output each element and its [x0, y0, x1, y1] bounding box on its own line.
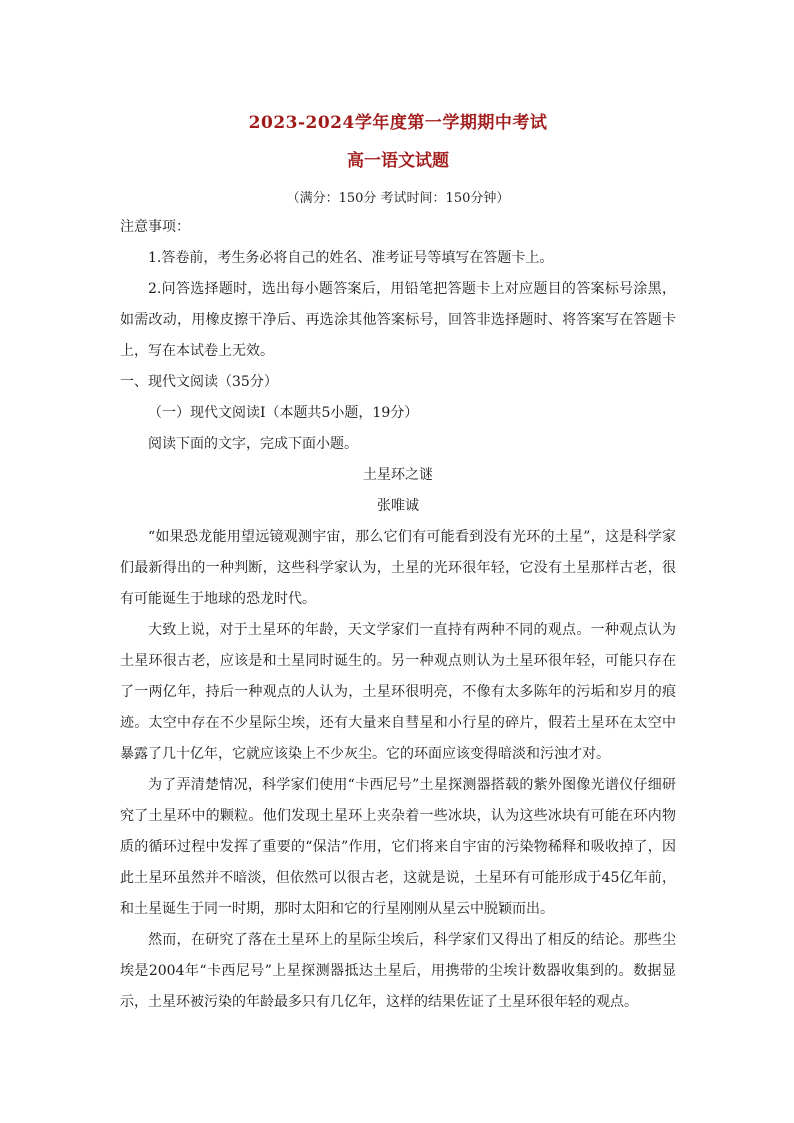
- article-author: 张唯诚: [377, 498, 419, 514]
- section-sub-heading: （一）现代文阅读Ⅰ（本题共5小题，19分）: [148, 405, 419, 421]
- article-paragraph-1: “如果恐龙能用望远镜观测宇宙，那么它们有可能看到没有光环的土星”，这是科学家们最新得出的一种判断，这些科学家认为，土星的光环很年轻，它没有土星那样古老，很有可能诞生于地球的恐龙时代。: [120, 529, 676, 607]
- notice-heading: 注意事项：: [120, 219, 190, 235]
- article-paragraph-3: 为了弄清楚情况，科学家们使用“卡西尼号”土星探测器搭载的紫外图像光谱仪仔细研究了土星环中的颗粒。他们发现土星环上夹杂着一些冰块，认为这些冰块有可能在环内物质的循环过程中发挥了重要的“保洁”作用，它们将来自宇宙的污染物稀释和吸收掉了，因此土星环虽然并不暗淡，但依然可以很古老，这就是说，土星环有可能形成于45亿年前，和土星诞生于同一时期，那时太阳和它的行星刚刚从星云中脱颖而出。: [120, 777, 676, 917]
- reading-instruction: 阅读下面的文字，完成下面小题。: [148, 436, 358, 452]
- article-paragraph-2: 大致上说，对于土星环的年龄，天文学家们一直持有两种不同的观点。一种观点认为土星环很古老，应该是和土星同时诞生的。另一种观点则认为土星环很年轻，可能只存在了一两亿年，持后一种观点的人认为，土星环很明亮，不像有太多陈年的污垢和岁月的痕迹。太空中存在不少星际尘埃，还有大量来自彗星和小行星的碎片，假若土星环在太空中暴露了几十亿年，它就应该染上不少灰尘。它的环面应该变得暗淡和污浊才对。: [120, 622, 676, 762]
- article-title: 土星环之谜: [363, 467, 433, 483]
- exam-info: （满分：150分 考试时间：150分钟）: [286, 191, 510, 206]
- notice-item-2: 2.问答选择题时，选出每小题答案后，用铅笔把答题卡上对应题目的答案标号涂黑，如需改动，用橡皮擦干净后、再选涂其他答案标号，回答非选择题时、将答案写在答题卡上，写在本试卷上无效。: [120, 281, 676, 359]
- article-paragraph-4: 然而，在研究了落在土星环上的星际尘埃后，科学家们又得出了相反的结论。那些尘埃是2004年“卡西尼号”上星探测器抵达土星后，用携带的尘埃计数器收集到的。数据显示，土星环被污染的年龄最多只有几亿年，这样的结果佐证了土星环很年轻的观点。: [120, 932, 676, 1010]
- exam-title: 2023-2024学年度第一学期期中考试: [248, 113, 548, 133]
- notice-item-1: 1.答卷前，考生务必将自己的姓名、准考证号等填写在答题卡上。: [148, 250, 554, 266]
- section-heading: 一、现代文阅读（35分）: [120, 374, 278, 390]
- exam-subtitle: 高一语文试题: [347, 151, 449, 171]
